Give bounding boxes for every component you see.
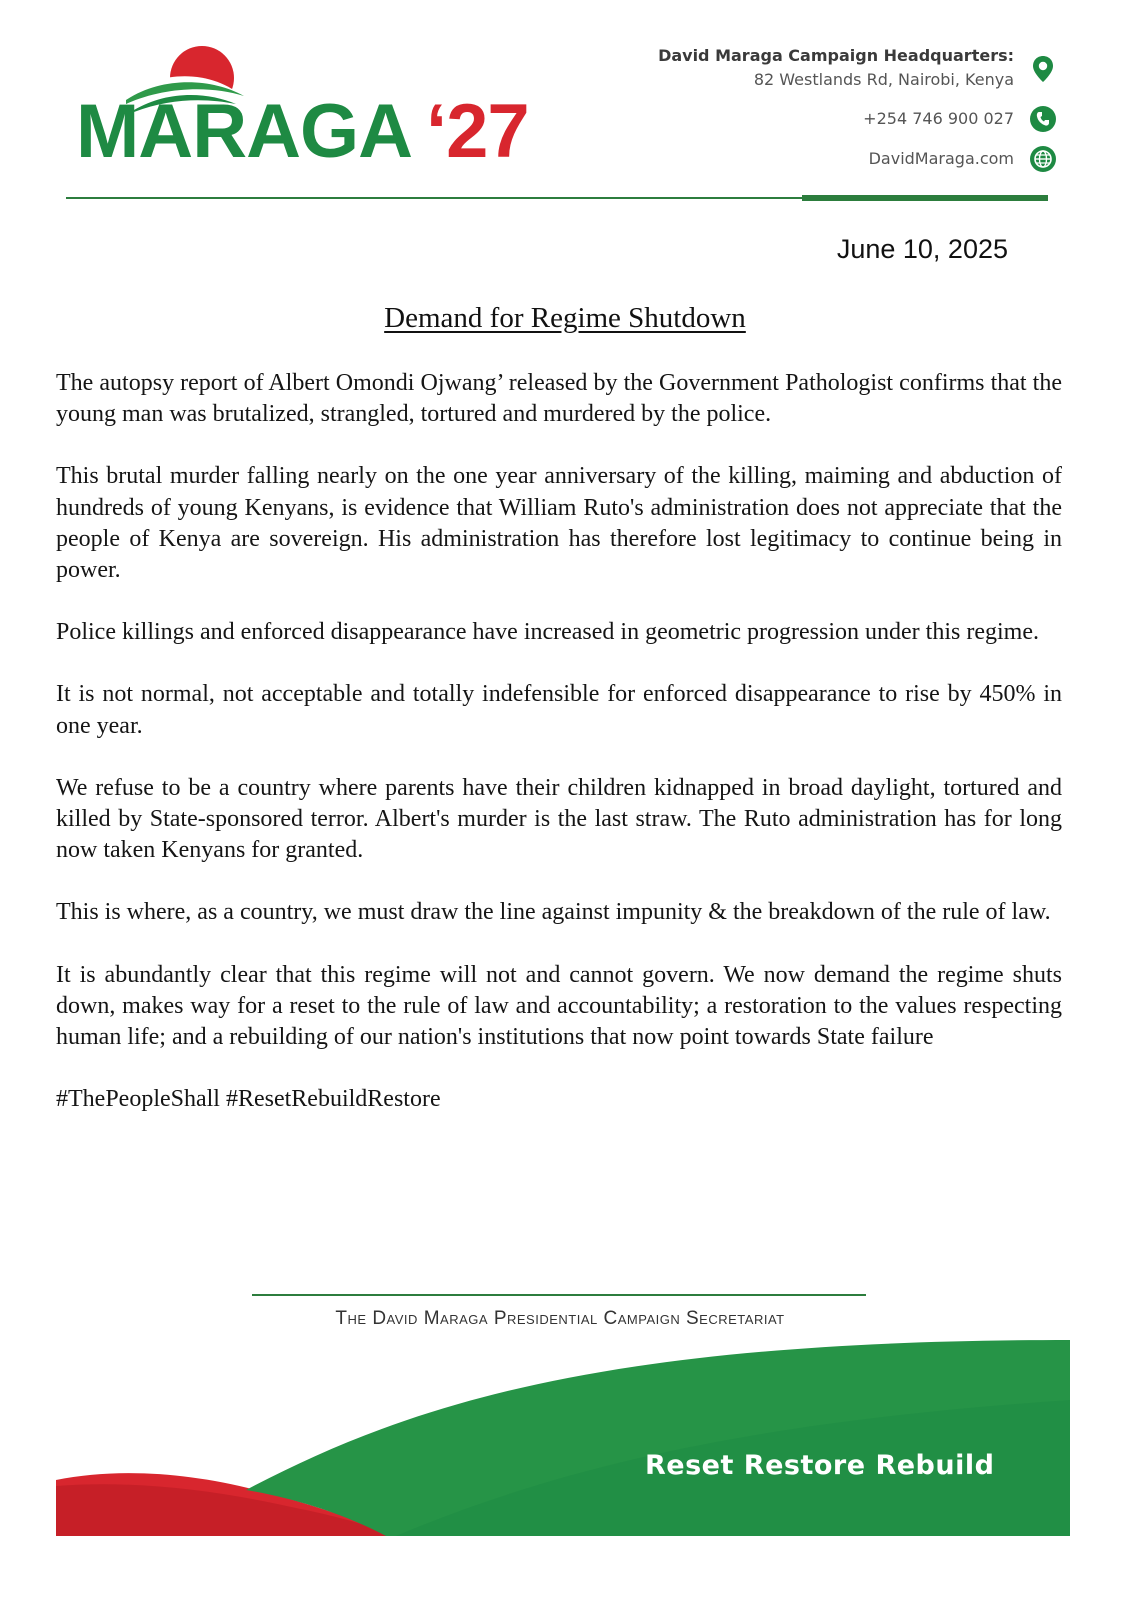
phone-number: +254 746 900 027 bbox=[863, 109, 1014, 128]
footer-divider bbox=[252, 1294, 866, 1296]
campaign-slogan: Reset Restore Rebuild bbox=[645, 1450, 995, 1481]
paragraph: This brutal murder falling nearly on the one year anniversary of the killing, maiming and abduction of hundreds of young Kenyans, is evidence that William Ruto's administration does not appreciate that the people of Kenya are sovereign. His administration has therefore lost legitimacy to continue being in power. bbox=[56, 463, 1062, 584]
paragraph: It is abundantly clear that this regime will not and cannot govern. We now demand the regime shuts down, makes way for a reset to the rule of law and accountability; a restoration to the values respecting human life; and a rebuilding of our nation's institutions that now point towards State failure bbox=[56, 961, 1062, 1051]
contact-block bbox=[538, 44, 1058, 174]
contact-phone bbox=[538, 104, 1058, 134]
footer-wave-graphic bbox=[56, 1340, 1070, 1540]
contact-headquarters bbox=[538, 44, 1058, 92]
phone-icon bbox=[1028, 104, 1058, 134]
paragraph: This is where, as a country, we must draw the line against impunity & the breakdown of the rule of law. bbox=[56, 899, 1051, 926]
contact-website bbox=[538, 144, 1058, 174]
website-link[interactable]: DavidMaraga.com bbox=[868, 149, 1014, 168]
letter-body bbox=[56, 368, 1062, 1115]
paragraph: Police killings and enforced disappearance have increased in geometric progression under this regime. bbox=[56, 619, 1039, 646]
logo-wordmark bbox=[76, 89, 529, 174]
paragraph: It is not normal, not acceptable and totally indefensible for enforced disappearance to rise by 450% in one year. bbox=[56, 681, 1062, 739]
logo-year: ‘27 bbox=[425, 89, 529, 174]
hq-title: David Maraga Campaign Headquarters: bbox=[658, 46, 1014, 65]
location-pin-icon bbox=[1028, 54, 1058, 84]
hq-address: 82 Westlands Rd, Nairobi, Kenya bbox=[753, 70, 1014, 89]
letter-title: Demand for Regime Shutdown bbox=[384, 302, 746, 334]
letter-date: June 10, 2025 bbox=[836, 234, 1008, 264]
logo-name: MARAGA bbox=[76, 89, 412, 174]
secretariat-signature: The David Maraga Presidential Campaign Secretariat bbox=[335, 1308, 785, 1329]
campaign-logo bbox=[74, 40, 534, 180]
paragraph: The autopsy report of Albert Omondi Ojwang’ released by the Government Pathologist confirms that the young man was brutalized, strangled, tortured and murdered by the police. bbox=[56, 370, 1062, 428]
header-divider-accent bbox=[802, 195, 1048, 201]
hashtags: #ThePeopleShall #ResetRebuildRestore bbox=[56, 1086, 441, 1113]
globe-icon bbox=[1028, 144, 1058, 174]
paragraph: We refuse to be a country where parents have their children kidnapped in broad daylight, tortured and killed by State-sponsored terror. Albert's murder is the last straw. The Ruto administration has for long now taken Kenyans for granted. bbox=[56, 774, 1062, 864]
